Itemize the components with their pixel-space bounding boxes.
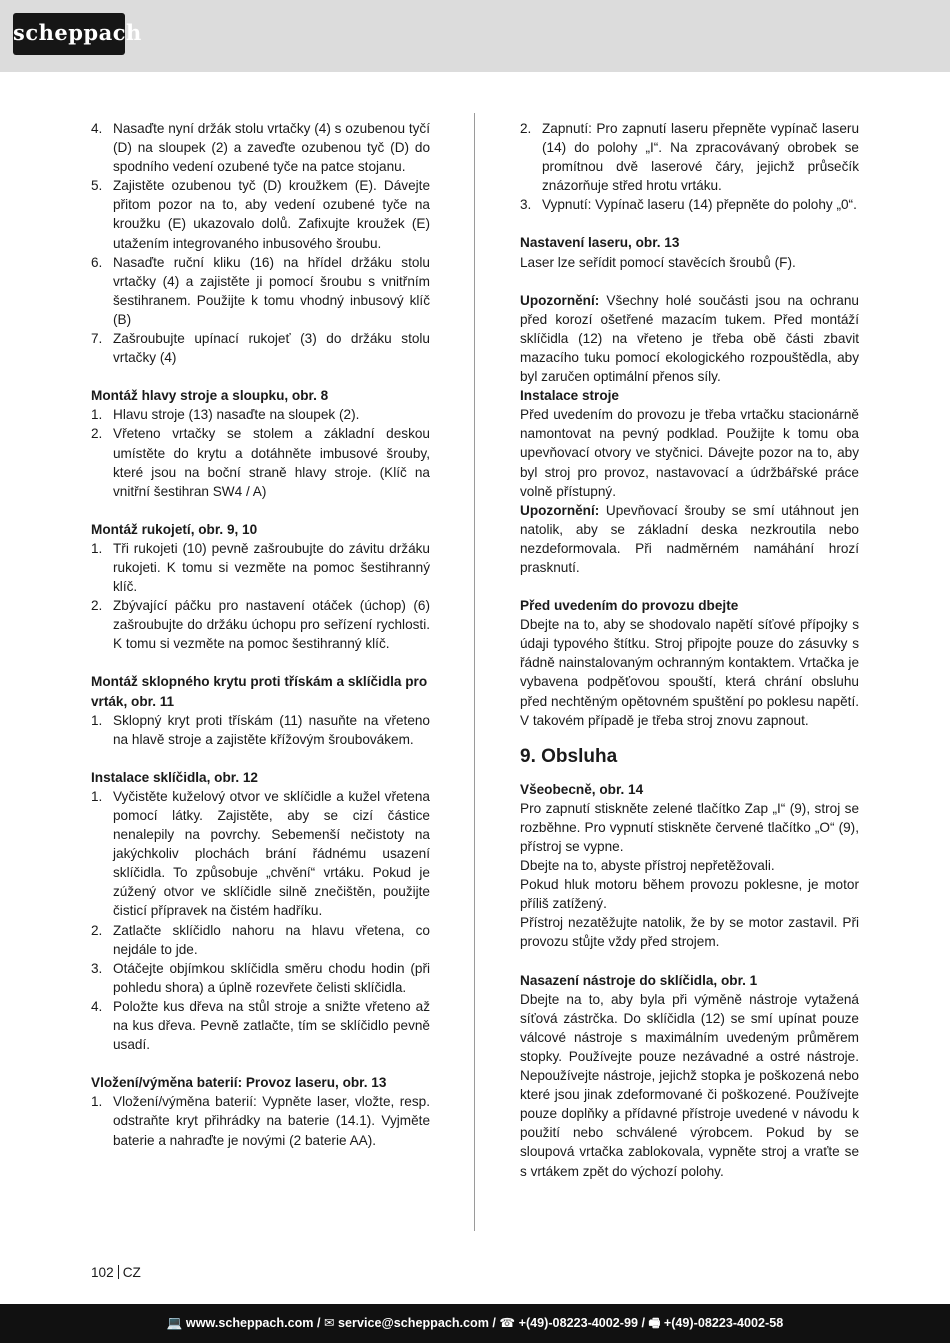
- footer-contact-bar: 💻 www.scheppach.com / ✉ service@scheppach.com / ☎ +(49)-08223-4002-99 / 🖷 +(49)-08223-4002-58: [0, 1304, 950, 1343]
- list-item: 3. Vypnutí: Vypínač laseru (14) přepněte do polohy „0“.: [520, 197, 857, 213]
- list-item: 2. Vřeteno vrtačky se stolem a základní deskou umístěte do krytu a dotáhněte imbusové šrouby, které jsou na boční straně hlavy stroje. (Klíč na vnitřní šestihran SW4 / A): [91, 426, 430, 499]
- heading-nasazeni: Nasazení nástroje do sklíčidla, obr. 1: [520, 972, 758, 988]
- list-item: 7. Zašroubujte upínací rukojeť (3) do držáku stolu vrtačky (4): [91, 331, 430, 366]
- page-number: 102 CZ: [91, 1265, 141, 1280]
- paragraph-upozorneni-1: Upozornění: Všechny holé součásti jsou na ochranu před korozí ošetřené mazacím tukem. Před montáží sklíčidla (12) na vřeteno je třeba obě části zbavit mazacího tuku pomocí ekologického rozpouštědla, aby byl zaručen optimální přenos síly.: [520, 292, 859, 385]
- list-item: 1. Hlavu stroje (13) nasaďte na sloupek (2).: [91, 407, 360, 423]
- heading-montaz-krytu: Montáž sklopného krytu proti třískám a sklíčidla pro vrták, obr. 11: [91, 674, 428, 709]
- column-divider: [474, 113, 475, 1231]
- heading-vseobecne: Všeobecně, obr. 14: [520, 781, 644, 797]
- paragraph-vseobecne-3: Pokud hluk motoru během provozu poklesne, je motor příliš zatížený.: [520, 877, 859, 912]
- heading-vlozeni-baterii: Vložení/výměna baterií: Provoz laseru, obr. 13: [91, 1075, 387, 1091]
- steps-list-chuck: [91, 787, 430, 1054]
- list-item: 4. Položte kus dřeva na stůl stroje a snižte vřeteno až na kus dřeva. Pevně zatlačte, tím se sklíčidlo pevně usadí.: [91, 998, 430, 1053]
- heading-instalace-sklicidla: Instalace sklíčidla, obr. 12: [91, 769, 258, 785]
- steps-list-batteries: [91, 1092, 430, 1149]
- steps-list-head: [91, 405, 430, 500]
- steps-list-assembly: [91, 119, 430, 367]
- scheppach-logo: scheppach: [13, 13, 125, 55]
- heading-pred-uvedenim: Před uvedením do provozu dbejte: [520, 598, 739, 614]
- heading-nastaveni-laseru: Nastavení laseru, obr. 13: [520, 235, 680, 251]
- upozorneni-label: Upozornění:: [520, 292, 600, 308]
- right-column: [520, 119, 859, 1181]
- list-item: 3. Otáčejte objímkou sklíčidla směru chodu hodin (při pohledu shora) a úplně rozevřete čelisti sklíčidla.: [91, 960, 430, 995]
- paragraph-upozorneni-2: Upozornění: Upevňovací šrouby se smí utáhnout jen natolik, aby se základní deska nezkroutila nebo nezdeformovala. Při nadměrném namáhání hrozí prasknutí.: [520, 502, 859, 575]
- left-column: [91, 119, 430, 1150]
- list-item: 6. Nasaďte ruční kliku (16) na hřídel držáku stolu vrtačky (4) a zajistěte ji pomocí šroubu s vnitřním šestihranem. Použijte k tomu vhodný inbusový klíč (B): [91, 254, 430, 327]
- list-item: 2. Zbývající páčku pro nastavení otáček (úchop) (6) zašroubujte do držáku úchopu pro seřízení rychlosti. K tomu si vezměte na pomoc šestihranný klíč.: [91, 598, 430, 652]
- list-item: 2. Zatlačte sklíčidlo nahoru na hlavu vřetena, co nejdále to jde.: [91, 922, 430, 957]
- header-band: [0, 0, 950, 72]
- heading-montaz-hlavy: Montáž hlavy stroje a sloupku, obr. 8: [91, 388, 329, 404]
- list-item: 1. Sklopný kryt proti třískám (11) nasuňte na vřeteno na hlavě stroje a zajistěte křížovým šroubovákem.: [91, 712, 430, 747]
- paragraph-pred-uvedenim: Dbejte na to, aby se shodovalo napětí síťové přípojky s údaji typového štítku. Stroj připojte pouze do zásuvky s řádně nainstalovaným ochranným kontaktem. Vrtačka je vybavena podpěťovou spouští, která chrání obsluhu před nechtěným opětovném spuštění po poklesu napětí. V takovém případě je třeba stroj znovu zapnout.: [520, 617, 859, 728]
- list-item: 4. Nasaďte nyní držák stolu vrtačky (4) s ozubenou tyčí (D) na sloupek (2) a zaveďte ozubenou tyč (D) do spodního vedení ozubené tyče na patce stojanu.: [91, 121, 430, 175]
- section-title-obsluha: 9. Obsluha: [520, 745, 618, 767]
- list-item: 1. Vyčistěte kuželový otvor ve sklíčidle a kužel vřetena pomocí látky. Zajistěte, aby se cizí částice nenalepily na povrchy. Sebemenší nečistoty na jakýchkoliv plochách brání řádnému usazení sklíčidla. To způsobuje „chvění“ vrtáku. Pokud je zúžený otvor ve sklíčidle silně znečištěn, použijte čisticí přípravek na čistém hadříku.: [91, 788, 430, 919]
- list-item: 1. Vložení/výměna baterií: Vypněte laser, vložte, resp. odstraňte kryt přihrádky na baterie (14.1). Vyjměte baterie a nahraďte je novými (2 baterie AA).: [91, 1094, 430, 1148]
- list-item: 1. Tři rukojeti (10) pevně zašroubujte do závitu držáku rukojeti. K tomu si vezměte na pomoc šestihranný klíč.: [91, 540, 430, 595]
- paragraph-vseobecne-4: Přístroj nezatěžujte natolik, že by se motor zastavil. Při provozu stůjte vždy před strojem.: [520, 915, 859, 950]
- list-item: 2. Zapnutí: Pro zapnutí laseru přepněte vypínač laseru (14) do polohy „I“. Na zpracovávaný obrobek se promítnou dvě laserové čáry, jejichž průsečík znázorňuje střed hrotu vrtáku.: [520, 121, 859, 194]
- paragraph-nastaveni-laseru: Laser lze seřídit pomocí stavěcích šroubů (F).: [520, 254, 796, 270]
- heading-instalace-stroje: Instalace stroje: [520, 388, 619, 404]
- heading-montaz-rukojeti: Montáž rukojetí, obr. 9, 10: [91, 521, 258, 537]
- steps-list-laser: [520, 119, 859, 214]
- page-separator: [118, 1265, 119, 1279]
- steps-list-handles: [91, 539, 430, 654]
- list-item: 5. Zajistěte ozubenou tyč (D) kroužkem (E). Dávejte přitom pozor na to, aby vedení ozubené tyče na kroužku (E) ukazovalo dolů. Zafixujte kroužek (E) utažením integrovaného inbusového šroubu.: [91, 178, 430, 251]
- paragraph-instalace-stroje: Před uvedením do provozu je třeba vrtačku stacionárně namontovat na pevný podklad. Použijte k tomu oba upevňovací otvory ve styčnici. Dávejte pozor na to, aby byl stroj pro provoz, nastavovací a údržbářské práce volně přístupný.: [520, 407, 859, 499]
- steps-list-guard: [91, 711, 430, 749]
- upozorneni-label: Upozornění:: [520, 502, 600, 518]
- paragraph-vseobecne-2: Dbejte na to, abyste přístroj nepřetěžovali.: [520, 858, 775, 874]
- paragraph-vseobecne-1: Pro zapnutí stiskněte zelené tlačítko Zap „I“ (9), stroj se rozběhne. Pro vypnutí stiskněte červené tlačítko „O“ (9), přístroj se vypne.: [520, 800, 859, 854]
- paragraph-nasazeni: Dbejte na to, aby byla při výměně nástroje vytažená síťová zástrčka. Do sklíčidla (12) se smí upínat pouze válcové nástroje s maximálním uvedeným průměrem stopky. Používejte pouze nezávadné a ostré nástroje. Nepoužívejte nástroje, jejichž stopka je poškozená nebo které jsou jinak zdeformované či poškozené. Používejte pouze doplňky a přídavné přístroje uvedené v návodu k použití nebo schválené výrobcem. Pokud by se sloupová vrtačka zablokovala, vypněte stroj a vraťte se s vrtákem zpět do výchozí polohy.: [520, 991, 859, 1179]
